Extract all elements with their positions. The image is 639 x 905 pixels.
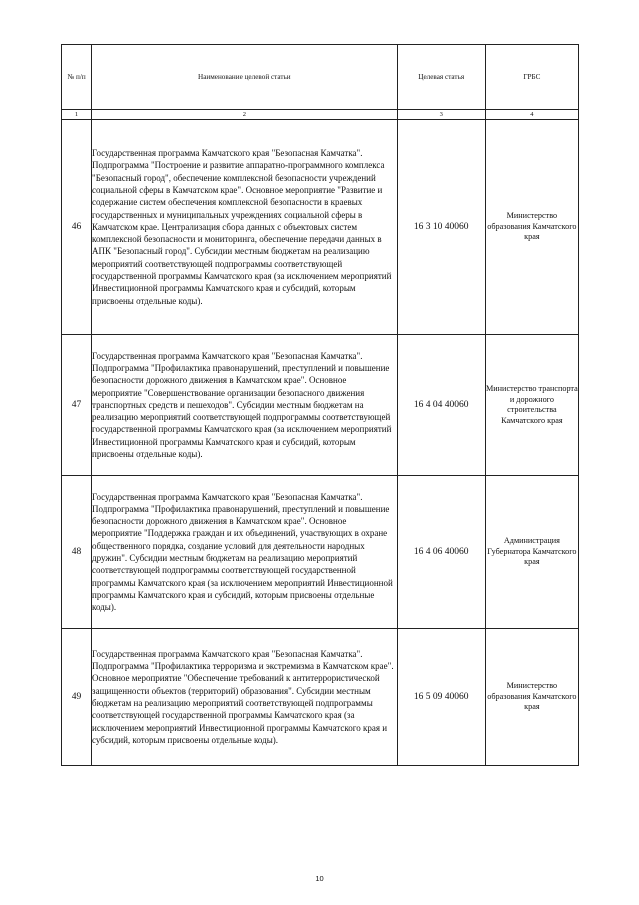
row-code: 16 4 06 40060 (397, 476, 485, 629)
row-code: 16 4 04 40060 (397, 335, 485, 476)
page-number: 10 (315, 874, 324, 883)
column-index: 2 (92, 110, 398, 120)
row-description: Государственная программа Камчатского края "Безопасная Камчатка". Подпрограмма "Профилактика правонарушений, преступлений и повышение безопасности дорожного движения в Камчатском крае". Основное мероприятие "Совершенствование организации безопасного движения транспортных средств и пешеходов". Субсидии местным бюджетам на реализацию мероприятий соответствующей подпрограммы соответствующей государственной программы Камчатского края (за исключением мероприятий Инвестиционной программы Камчатского края и субсидий, которым присвоены отдельные коды). (92, 335, 398, 476)
column-index: 3 (397, 110, 485, 120)
column-index: 4 (485, 110, 578, 120)
table-row (62, 120, 579, 335)
column-index: 1 (62, 110, 92, 120)
table-row (62, 476, 579, 629)
header-grbs: ГРБС (485, 45, 578, 110)
row-code: 16 5 09 40060 (397, 629, 485, 766)
table-header-row (62, 45, 579, 110)
table-row (62, 629, 579, 766)
row-grbs: Администрация Губернатора Камчатского края (485, 476, 578, 629)
header-name: Наименование целевой статьи (92, 45, 398, 110)
row-number: 48 (62, 476, 92, 629)
row-description: Государственная программа Камчатского края "Безопасная Камчатка". Подпрограмма "Профилактика правонарушений, преступлений и повышение безопасности дорожного движения в Камчатском крае". Основное мероприятие "Поддержка граждан и их объединений, участвующих в охране общественного порядка, создание условий для деятельности народных дружин". Субсидии местным бюджетам на реализацию мероприятий соответствующей подпрограммы соответствующей государственной программы Камчатского края (за исключением мероприятий Инвестиционной программы Камчатского края и субсидий, которым присвоены отдельные коды). (92, 476, 398, 629)
column-index-row (62, 110, 579, 120)
row-number: 46 (62, 120, 92, 335)
table-row (62, 335, 579, 476)
row-grbs: Министерство образования Камчатского края (485, 120, 578, 335)
header-number: № п/п (62, 45, 92, 110)
header-code: Целевая статья (397, 45, 485, 110)
row-number: 49 (62, 629, 92, 766)
row-code: 16 3 10 40060 (397, 120, 485, 335)
row-number: 47 (62, 335, 92, 476)
row-description: Государственная программа Камчатского края "Безопасная Камчатка". Подпрограмма "Профилактика терроризма и экстремизма в Камчатском крае". Основное мероприятие "Обеспечение требований к антитеррористической защищенности объектов (территорий) образования". Субсидии местным бюджетам на реализацию мероприятий соответствующей подпрограммы соответствующей государственной программы Камчатского края (за исключением мероприятий Инвестиционной программы Камчатского края и субсидий, которым присвоены отдельные коды). (92, 629, 398, 766)
target-articles-table (61, 44, 579, 766)
row-grbs: Министерство образования Камчатского края (485, 629, 578, 766)
row-description: Государственная программа Камчатского края "Безопасная Камчатка". Подпрограмма "Построение и развитие аппаратно-программного комплекса "Безопасный город", обеспечение комплексной безопасности учреждений социальной сферы в Камчатском крае". Основное мероприятие "Развитие и содержание систем обеспечения комплексной безопасности в краевых государственных и муниципальных учреждениях социальной сферы в Камчатском крае. Централизация сбора данных с объектовых систем комплексной безопасности и мониторинга, обеспечение передачи данных в АПК "Безопасный город". Субсидии местным бюджетам на реализацию мероприятий соответствующей подпрограммы соответствующей государственной программы Камчатского края (за исключением мероприятий Инвестиционной программы Камчатского края и субсидий, которым присвоены отдельные коды). (92, 120, 398, 335)
row-grbs: Министерство транспорта и дорожного строительства Камчатского края (485, 335, 578, 476)
